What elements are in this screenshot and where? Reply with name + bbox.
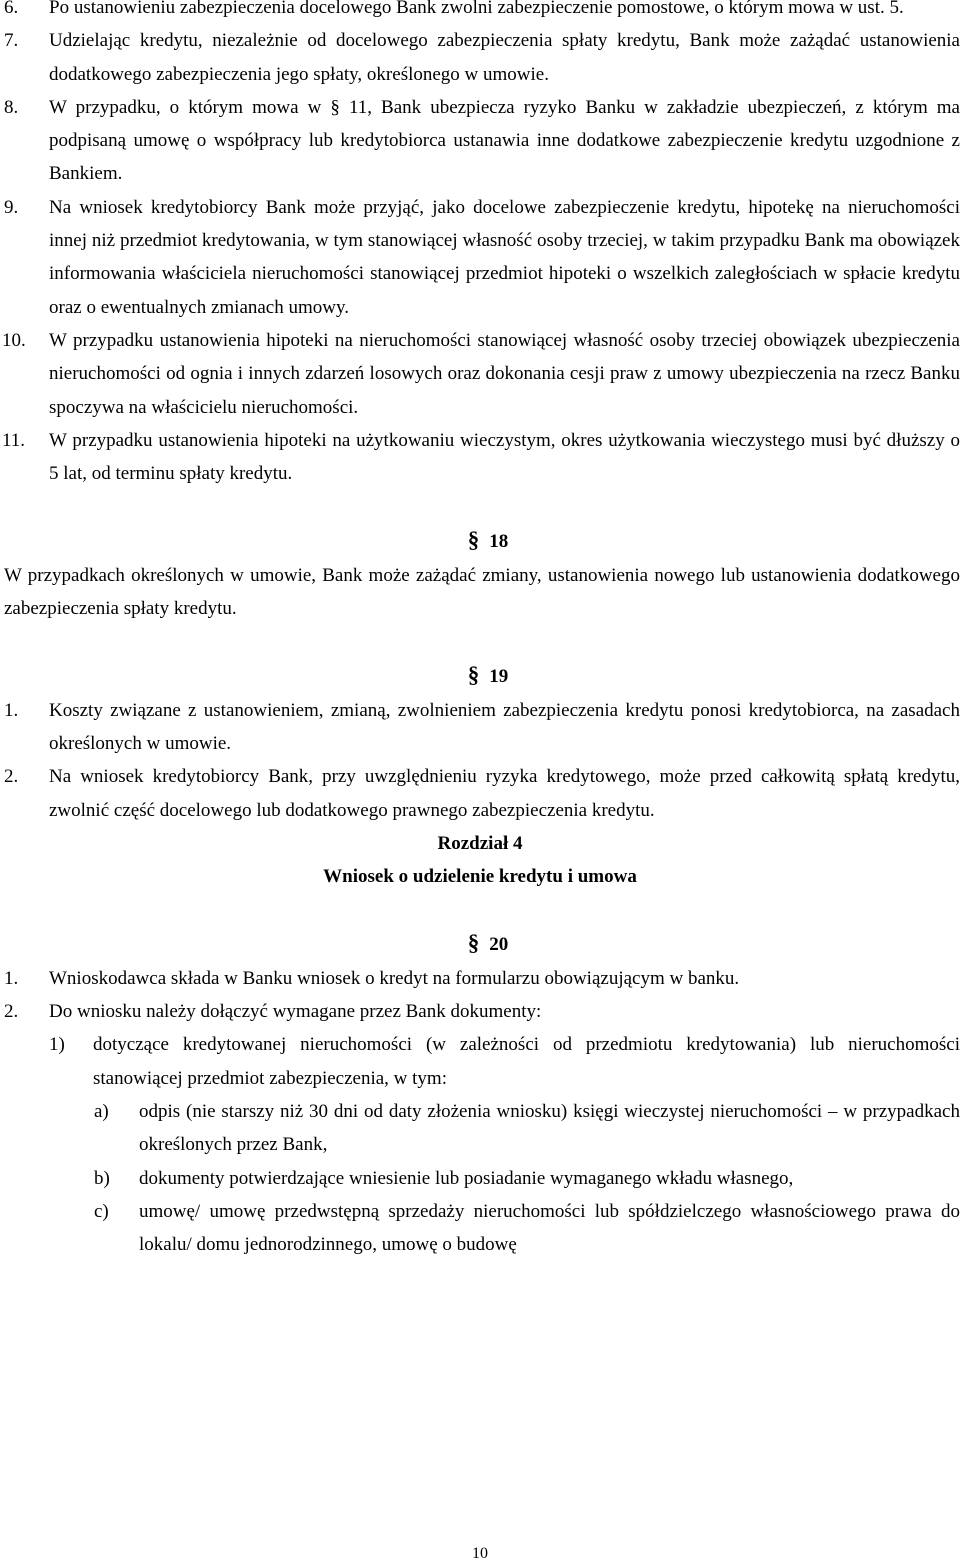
list-item: [0, 995, 960, 1028]
page-number: 10: [472, 1545, 488, 1562]
item-number: 1): [49, 1034, 65, 1056]
item-text: Udzielając kredytu, niezależnie od docelowego zabezpieczenia spłaty kredytu, Bank może zażądać ustanowienia dodatkowego zabezpieczenia jego spłaty, określonego w umowie.: [49, 30, 960, 85]
section-heading-18: [16, 523, 960, 558]
section-number: 19: [489, 666, 509, 688]
item-number: 11.: [2, 429, 26, 451]
item-text: dotyczące kredytowanej nieruchomości (w zależności od przedmiotu kredytowania) lub nieruchomości stanowiącej przedmiot zabezpieczenia, w tym:: [93, 1034, 960, 1089]
item-letter: a): [94, 1100, 109, 1122]
item-number: 9.: [4, 196, 19, 218]
list-item-9: [0, 191, 960, 324]
item-text: W przypadku, o którym mowa w § 11, Bank ubezpiecza ryzyko Banku w zakładzie ubezpieczeń, z którym ma podpisaną umowę o współpracy lub kredytobiorca ustanawia inne dodatkowe zabezpieczenie kredytu uzgodnione z Bankiem.: [49, 96, 960, 185]
item-text: umowę/ umowę przedwstępną sprzedaży nieruchomości lub spółdzielczego własnościowego prawa do lokalu/ domu jednorodzinnego, umowę o budowę: [139, 1200, 960, 1256]
item-number: 8.: [4, 96, 19, 118]
list-item-7: [0, 24, 960, 91]
item-number: 1.: [4, 967, 19, 989]
item-letter: b): [94, 1167, 110, 1189]
item-number: 2.: [4, 766, 19, 788]
item-number: 10.: [2, 329, 26, 351]
section-18-text: W przypadkach określonych w umowie, Bank może zażądać zmiany, ustanowienia nowego lub ustanowienia dodatkowego zabezpieczenia spłaty kredytu.: [4, 564, 960, 620]
item-text: Wnioskodawca składa w Banku wniosek o kredyt na formularzu obowiązującym w banku.: [49, 967, 740, 989]
item-letter: c): [94, 1200, 109, 1222]
chapter-title: Wniosek o udzielenie kredytu i umowa: [323, 866, 637, 888]
list-item: [0, 962, 960, 995]
section-heading-19: [16, 658, 960, 693]
item-number: 2.: [4, 1001, 19, 1023]
letter-item-b: [0, 1162, 960, 1195]
item-text: W przypadku ustanowienia hipoteki na nieruchomości stanowiącej własność osoby trzeciej obowiązek ubezpieczenia nieruchomości od ognia i innych zdarzeń losowych oraz dokonania cesji praw z umowy ubezpieczenia na rzecz Banku spoczywa na właścicielu nieruchomości.: [49, 329, 960, 418]
list-item-8: [0, 91, 960, 191]
item-number: 6.: [4, 0, 19, 18]
list-item-10: [0, 324, 960, 424]
list-item-6: [0, 0, 960, 24]
item-text: dokumenty potwierdzające wniesienie lub posiadanie wymaganego wkładu własnego,: [139, 1167, 794, 1189]
section-heading-20: [16, 926, 960, 961]
item-text: Na wniosek kredytobiorcy Bank, przy uwzględnieniu ryzyka kredytowego, może przed całkowitą spłatą kredytu, zwolnić część docelowego lub dodatkowego prawnego zabezpieczenia kredytu.: [49, 766, 960, 821]
list-block-1: [0, 0, 960, 490]
list-item-11: [0, 424, 960, 491]
item-text: Na wniosek kredytobiorcy Bank może przyjąć, jako docelowe zabezpieczenie kredytu, hipotekę na nieruchomości innej niż przedmiot kredytowania, w tym stanowiącej własność osoby trzeciej, w takim przypadku Bank ma obowiązek informowania właściciela nieruchomości stanowiącej przedmiot hipoteki o wszelkich zaległościach w spłacie kredytu oraz o ewentualnych zmianach umowy.: [49, 196, 960, 318]
section-number: 20: [489, 934, 509, 956]
item-text: Po ustanowieniu zabezpieczenia docelowego Bank zwolni zabezpieczenie pomostowe, o którym mowa w ust. 5.: [49, 0, 904, 18]
letter-item-a: [0, 1095, 960, 1162]
list-item: [0, 694, 960, 761]
section-symbol: §: [467, 930, 480, 956]
item-number: 7.: [4, 30, 19, 52]
item-text: Do wniosku należy dołączyć wymagane przez Bank dokumenty:: [49, 1001, 542, 1023]
chapter-label: Rozdział 4: [437, 832, 523, 854]
item-number: 1.: [4, 699, 19, 721]
item-text: Koszty związane z ustanowieniem, zmianą, zwolnieniem zabezpieczenia kredytu ponosi kredytobiorca, na zasadach określonych w umowie.: [49, 699, 960, 754]
item-text: odpis (nie starszy niż 30 dni od daty złożenia wniosku) księgi wieczystej nieruchomości – w przypadkach określonych przez Bank,: [139, 1100, 960, 1156]
section-symbol: §: [467, 662, 480, 688]
section-symbol: §: [467, 527, 480, 553]
item-text: W przypadku ustanowienia hipoteki na użytkowaniu wieczystym, okres użytkowania wieczystego musi być dłuższy o 5 lat, od terminu spłaty kredytu.: [49, 429, 960, 485]
sub-list-item: [0, 1028, 960, 1095]
letter-item-c: [0, 1195, 960, 1262]
list-item: [0, 760, 960, 827]
section-number: 18: [489, 531, 509, 553]
